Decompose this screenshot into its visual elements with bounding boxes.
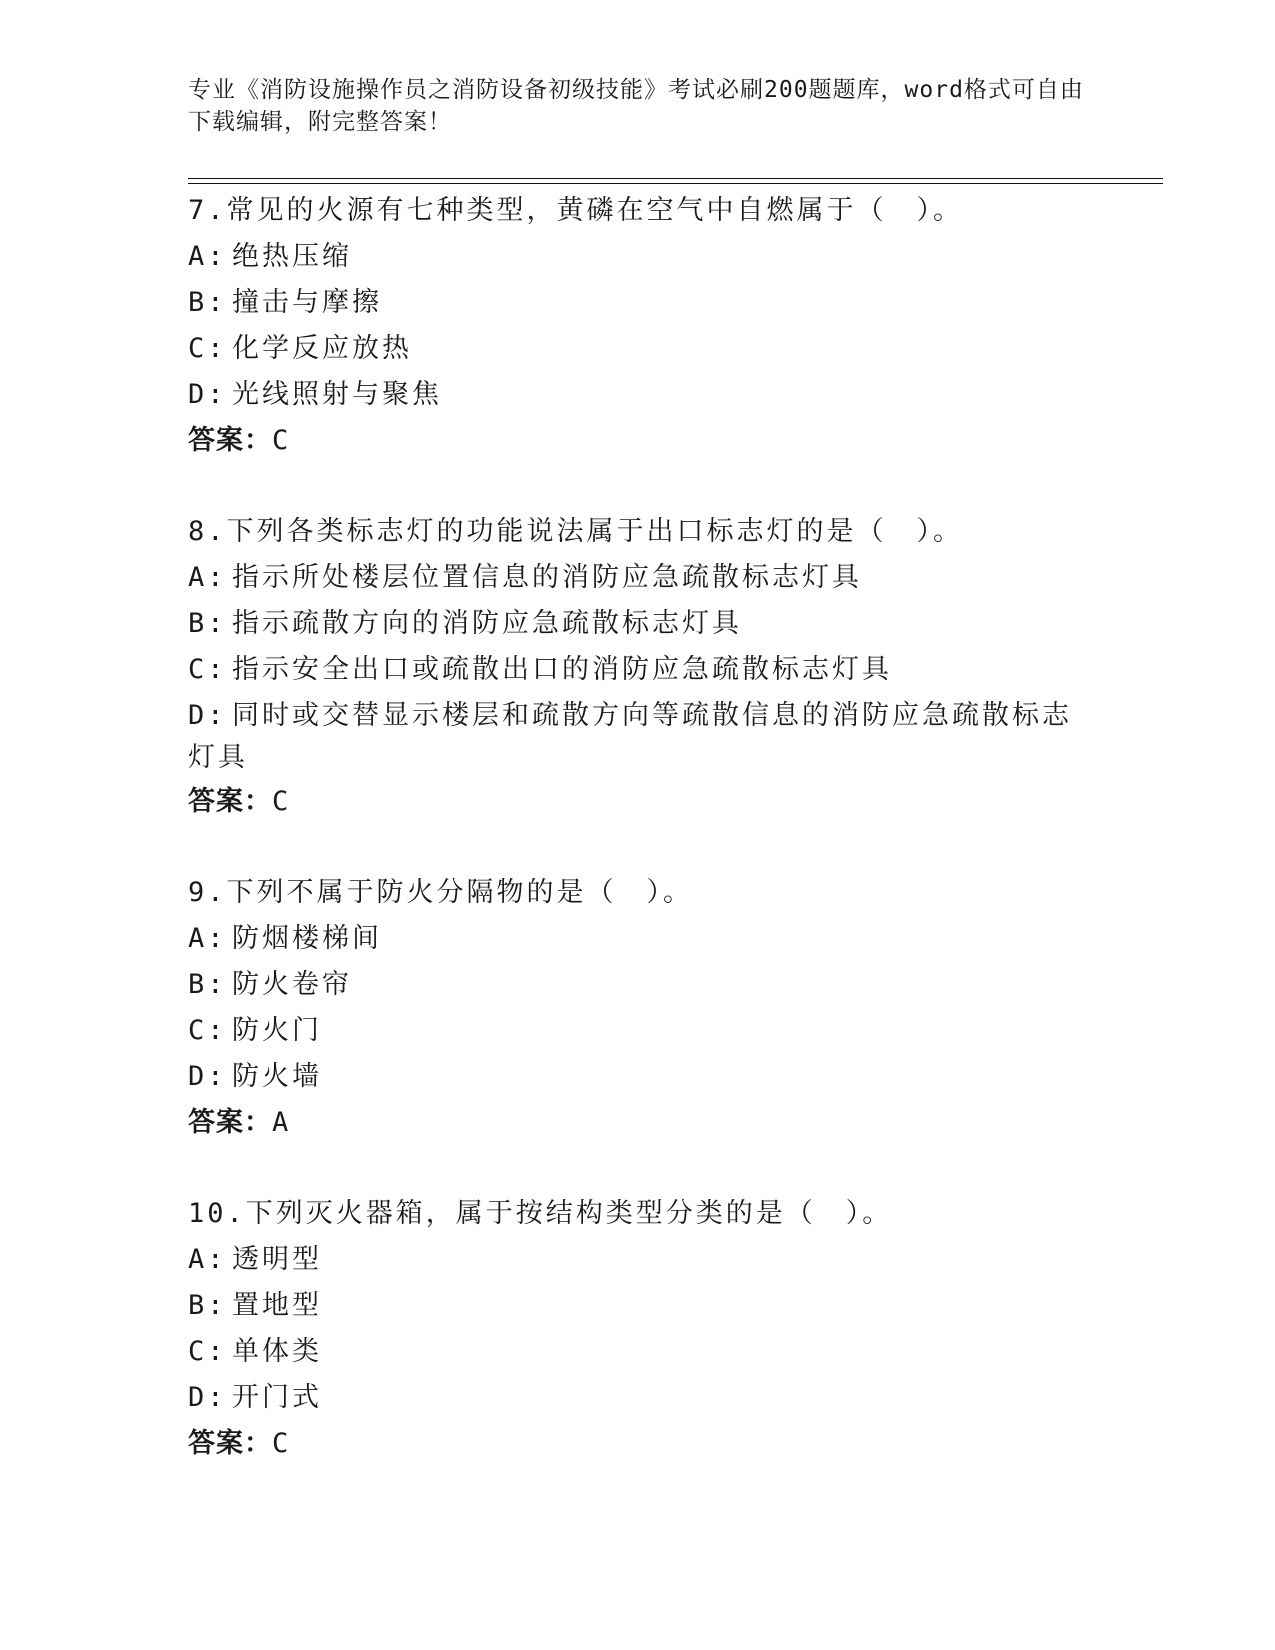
answer-line	[188, 1421, 1088, 1467]
option-letter: B:	[188, 1290, 227, 1321]
option-letter: D:	[188, 1061, 227, 1092]
answer-value: C	[272, 425, 290, 456]
option-text: 撞击与摩擦	[232, 287, 382, 318]
question-9	[188, 870, 1088, 1146]
option-text: 防火墙	[232, 1061, 322, 1092]
option-text: 单体类	[232, 1336, 322, 1367]
option-text: 绝热压缩	[232, 241, 352, 272]
answer-label: 答案：	[188, 786, 272, 817]
answer-value: C	[272, 786, 290, 817]
option-letter: D:	[188, 1382, 227, 1413]
question-7	[188, 188, 1088, 464]
option-d	[188, 1054, 1088, 1100]
option-b	[188, 962, 1088, 1008]
option-text: 指示所处楼层位置信息的消防应急疏散标志灯具	[232, 562, 862, 593]
question-stem: 10.下列灭火器箱，属于按结构类型分类的是（ ）。	[188, 1198, 893, 1229]
option-d	[188, 372, 1088, 418]
question-list	[188, 188, 1088, 1512]
question-10	[188, 1191, 1088, 1467]
option-a	[188, 555, 1088, 601]
option-letter: D:	[188, 379, 227, 410]
answer-label: 答案：	[188, 1428, 272, 1459]
answer-label: 答案：	[188, 425, 272, 456]
option-text: 开门式	[232, 1382, 322, 1413]
option-letter: C:	[188, 1336, 227, 1367]
option-b	[188, 280, 1088, 326]
option-letter: A:	[188, 562, 227, 593]
option-a	[188, 1237, 1088, 1283]
option-letter: C:	[188, 654, 227, 685]
option-text: 指示疏散方向的消防应急疏散标志灯具	[232, 608, 742, 639]
option-a	[188, 916, 1088, 962]
option-text: 置地型	[232, 1290, 322, 1321]
document-header	[188, 74, 1088, 138]
option-c	[188, 1329, 1088, 1375]
option-d	[188, 1375, 1088, 1421]
option-letter: A:	[188, 1244, 227, 1275]
option-text: 透明型	[232, 1244, 322, 1275]
option-letter: C:	[188, 333, 227, 364]
question-stem: 7.常见的火源有七种类型，黄磷在空气中自燃属于（ ）。	[188, 195, 964, 226]
option-text: 防火门	[232, 1015, 322, 1046]
option-text: 指示安全出口或疏散出口的消防应急疏散标志灯具	[232, 654, 892, 685]
option-text: 同时或交替显示楼层和疏散方向等疏散信息的消防应急疏散标志灯具	[188, 700, 1072, 773]
option-letter: B:	[188, 969, 227, 1000]
option-text: 防火卷帘	[232, 969, 352, 1000]
question-stem: 8.下列各类标志灯的功能说法属于出口标志灯的是（ ）。	[188, 516, 964, 547]
option-letter: A:	[188, 923, 227, 954]
answer-line	[188, 418, 1088, 464]
option-b	[188, 1283, 1088, 1329]
option-c	[188, 326, 1088, 372]
answer-line	[188, 779, 1088, 825]
option-b	[188, 601, 1088, 647]
option-text: 光线照射与聚焦	[232, 379, 442, 410]
option-letter: B:	[188, 287, 227, 318]
option-c	[188, 1008, 1088, 1054]
answer-line	[188, 1100, 1088, 1146]
option-letter: C:	[188, 1015, 227, 1046]
header-divider-top	[188, 178, 1163, 179]
option-a	[188, 234, 1088, 280]
option-c	[188, 647, 1088, 693]
option-text: 防烟楼梯间	[232, 923, 382, 954]
option-letter: B:	[188, 608, 227, 639]
answer-value: C	[272, 1428, 290, 1459]
answer-value: A	[272, 1107, 290, 1138]
header-divider-bottom	[188, 183, 1163, 184]
header-title: 专业《消防设施操作员之消防设备初级技能》考试必刷200题题库，word格式可自由下载编辑，附完整答案！	[188, 77, 1084, 135]
question-stem: 9.下列不属于防火分隔物的是（ ）。	[188, 877, 694, 908]
option-text: 化学反应放热	[232, 333, 412, 364]
option-letter: A:	[188, 241, 227, 272]
question-8	[188, 509, 1088, 825]
option-letter: D:	[188, 700, 227, 731]
option-d	[188, 693, 1088, 779]
answer-label: 答案：	[188, 1107, 272, 1138]
